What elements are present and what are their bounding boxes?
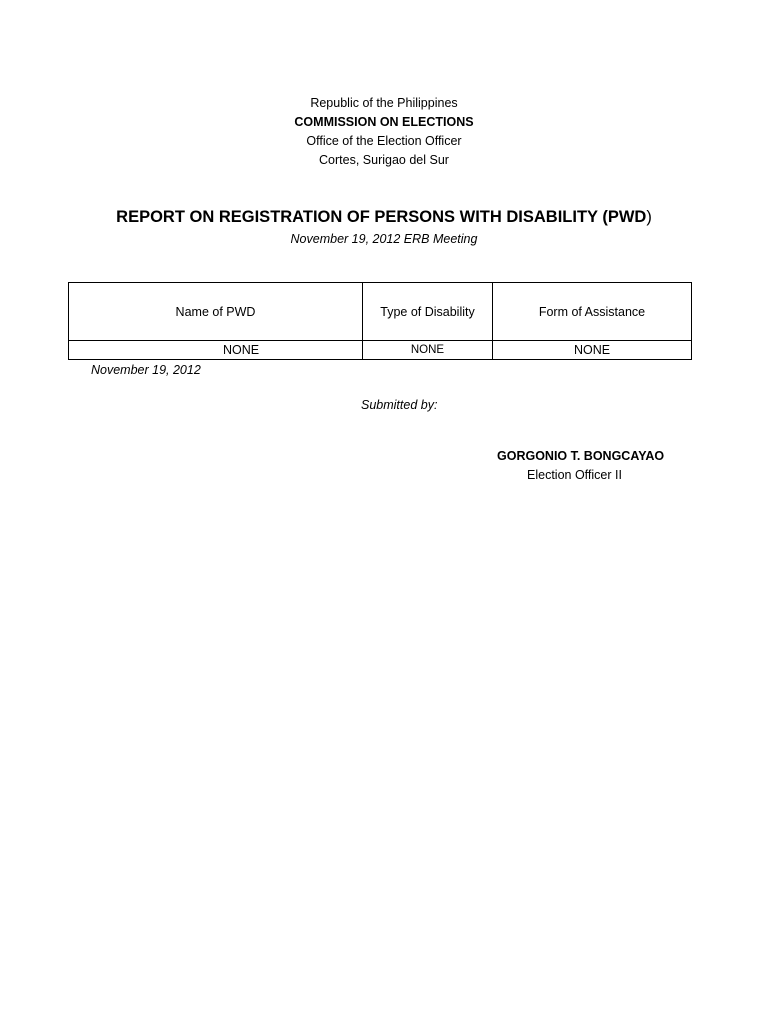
header-office: Office of the Election Officer	[306, 134, 462, 148]
report-title	[0, 205, 768, 229]
column-header-type: Type of Disability	[363, 283, 493, 341]
report-date: November 19, 2012	[91, 363, 201, 377]
table-row	[69, 341, 692, 360]
submitted-by-label: Submitted by:	[361, 398, 438, 412]
table-header-row	[69, 283, 692, 341]
cell-type: NONE	[363, 341, 493, 360]
cell-name: NONE	[69, 341, 363, 360]
signatory-title: Election Officer II	[527, 468, 622, 482]
column-header-assistance: Form of Assistance	[493, 283, 692, 341]
column-header-name: Name of PWD	[69, 283, 363, 341]
report-title-main: REPORT ON REGISTRATION OF PERSONS WITH DISABILITY (PWD	[116, 208, 647, 226]
cell-assistance: NONE	[493, 341, 692, 360]
header-commission: COMMISSION ON ELECTIONS	[294, 115, 474, 129]
header-republic: Republic of the Philippines	[310, 96, 458, 110]
header-location: Cortes, Surigao del Sur	[319, 153, 449, 167]
pwd-table	[68, 282, 692, 360]
report-title-close: )	[646, 208, 652, 226]
report-subtitle: November 19, 2012 ERB Meeting	[290, 232, 478, 246]
signatory-name: GORGONIO T. BONGCAYAO	[497, 449, 665, 463]
